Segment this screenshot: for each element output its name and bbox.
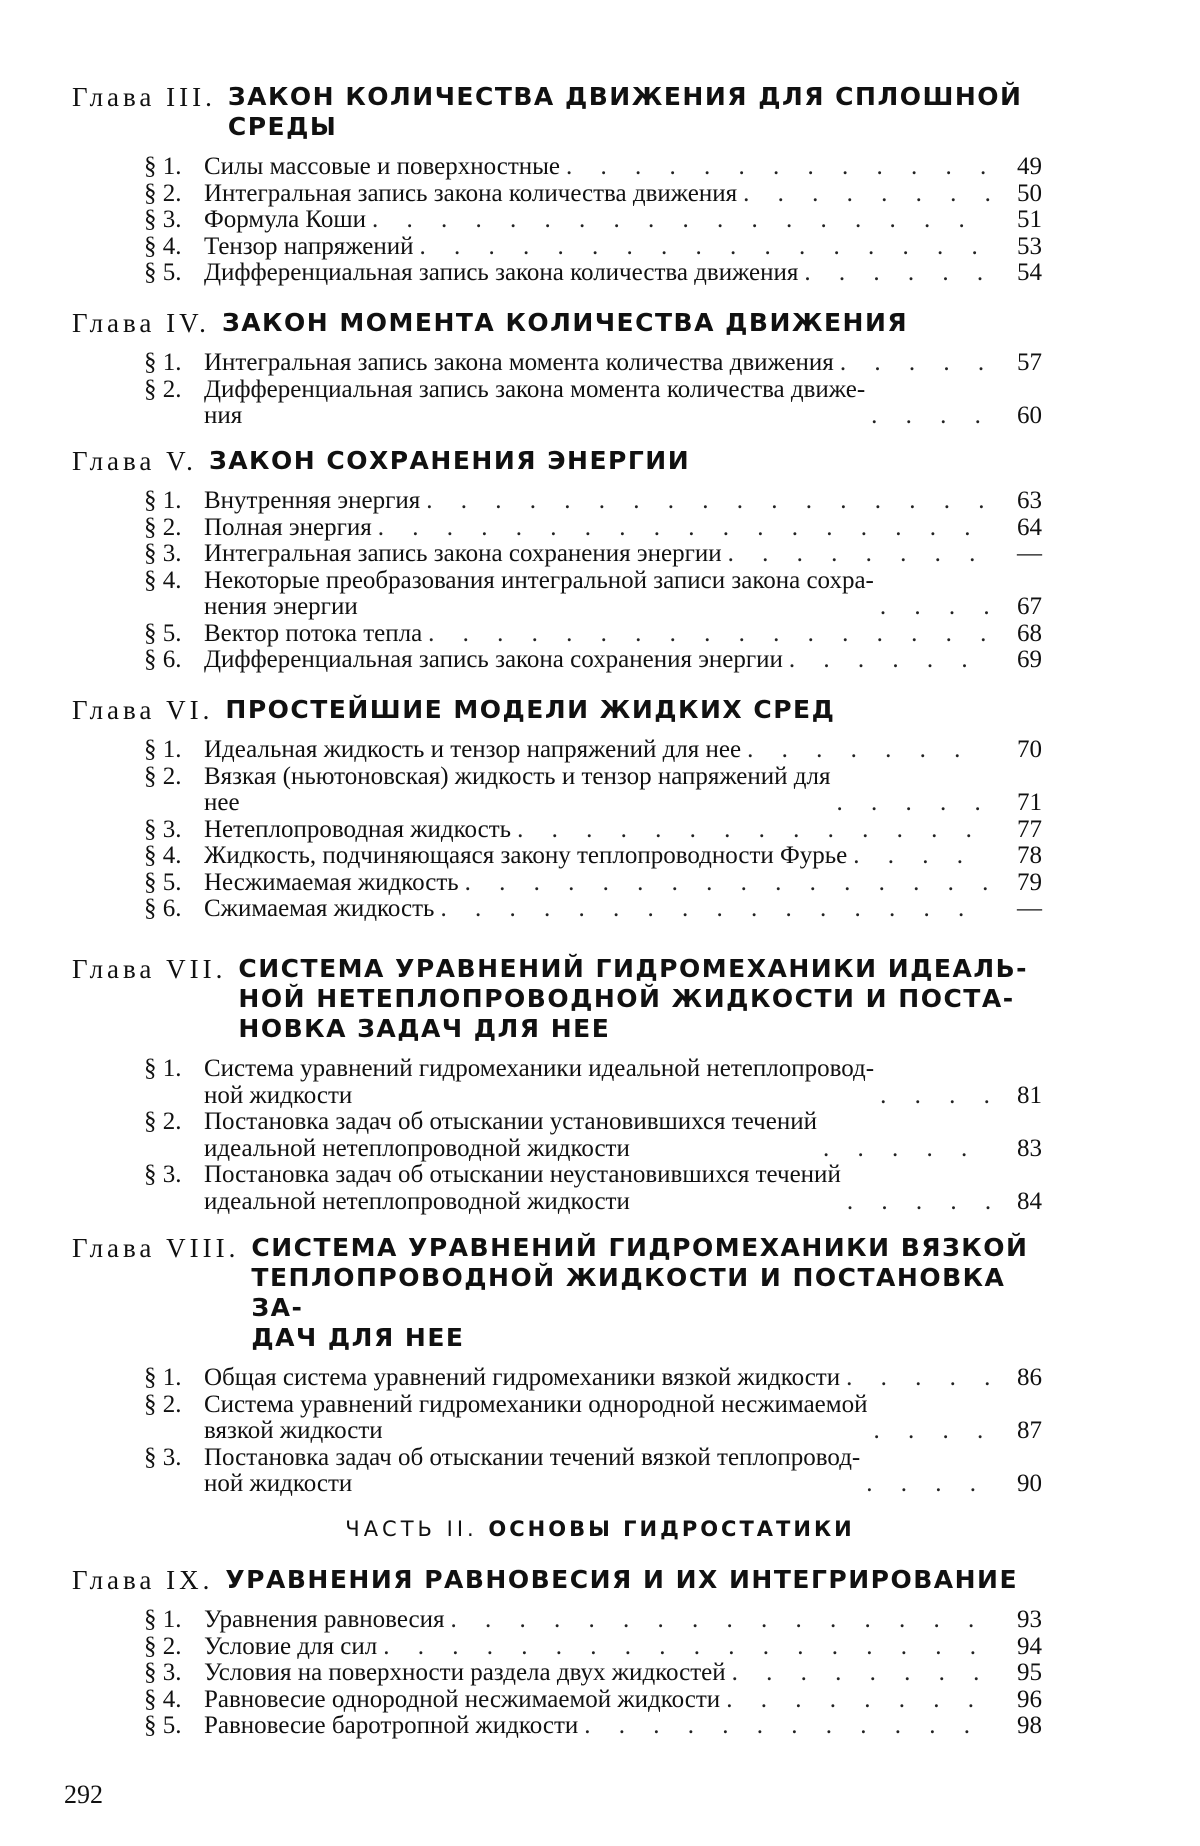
chapter-entries [144,737,1042,923]
section-title: Равновесие однородной несжимаемой жидкости [204,1685,721,1713]
section-number: § 2. [144,375,182,403]
section-title: Силы массовые и поверхностные [204,153,561,180]
section-number: § 4. [144,1685,182,1713]
section-number: § 1. [144,153,182,180]
page-ref: 51 [1017,206,1042,233]
dot-leader [836,790,990,817]
toc-entry[interactable] [144,1392,1042,1445]
chapter-title: СИСТЕМА УРАВНЕНИЙ ГИДРОМЕХАНИКИ ИДЕАЛЬ- НОЙ НЕТЕПЛОПРОВОДНОЙ ЖИДКОСТИ И ПОСТА- НОВКА ЗАДАЧ ДЛЯ НЕЕ [238,954,1029,1043]
dot-leader [726,1687,990,1714]
dot-leader [566,154,990,181]
dot-leader [789,647,990,674]
dot-leader [747,737,990,764]
dot-leader [823,1136,990,1163]
section-title: Интегральная запись закона количества движения [204,179,738,207]
chapter-label: Глава IX. [72,1565,214,1595]
section-number: § 1. [144,349,182,376]
toc-entry[interactable] [144,1660,1042,1687]
chapter-title: ЗАКОН МОМЕНТА КОЛИЧЕСТВА ДВИЖЕНИЯ [221,308,909,337]
section-title: Формула Коши [204,206,366,233]
section-title: Некоторые преобразования интегральной записи закона сохра- нения энергии [204,566,874,620]
section-title: Вектор потока тепла [204,619,423,647]
toc-entry[interactable] [144,1445,1042,1498]
section-title: Система уравнений гидромеханики однородной несжимаемой вязкой жидкости [204,1390,868,1444]
section-title: Постановка задач об отыскании неустановившихся течений идеальной нетеплопроводной жидкости [204,1161,841,1215]
page-ref: 69 [1017,646,1042,673]
part-title: ОСНОВЫ ГИДРОСТАТИКИ [488,1517,855,1541]
section-title: Полная энергия [204,513,372,541]
page-ref: 64 [1017,513,1042,541]
section-title: Равновесие баротропной жидкости [204,1712,579,1739]
section-number: § 1. [144,1055,182,1082]
part-heading [0,1517,1200,1541]
section-title: Вязкая (ньютоновская) жидкость и тензор напряжений для нее [204,762,831,816]
dot-leader [866,1471,990,1498]
section-number: § 6. [144,895,182,922]
section-number: § 4. [144,566,182,594]
chapter-9 [72,1565,1042,1740]
chapter-entries [144,1607,1042,1740]
section-number: § 4. [144,232,182,260]
page-ref: 83 [1017,1134,1042,1162]
chapter-6 [72,695,1042,923]
page-ref: 68 [1017,619,1042,647]
section-number: § 5. [144,1712,182,1739]
section-title: Тензор напряжений [204,232,414,260]
chapter-label: Глава VII. [72,954,227,984]
toc-entry[interactable] [144,1607,1042,1634]
section-number: § 3. [144,815,182,843]
page-ref: 81 [1017,1081,1042,1109]
dot-leader [426,488,990,515]
section-title: Условия на поверхности раздела двух жидкостей [204,1659,726,1686]
section-number: § 2. [144,179,182,207]
dot-leader [804,260,990,287]
section-title: Дифференциальная запись закона сохранения энергии [204,646,783,673]
page-ref: 77 [1017,815,1042,843]
toc-entry[interactable] [144,1634,1042,1661]
toc-entry[interactable] [144,207,1042,234]
page-ref: 94 [1017,1632,1042,1660]
page-ref: 67 [1017,593,1042,620]
page-ref: — [1017,540,1042,567]
section-title: Сжимаемая жидкость [204,895,435,922]
page-ref: 60 [1017,402,1042,429]
toc-entry[interactable] [144,541,1042,568]
toc-entry[interactable] [144,896,1042,923]
section-number: § 1. [144,1606,182,1633]
chapter-5 [72,446,1042,674]
dot-leader [465,870,990,897]
section-number: § 2. [144,1632,182,1660]
chapter-label: Глава IV. [72,308,210,338]
toc-entry[interactable] [144,350,1042,377]
toc-entry[interactable] [144,1713,1042,1740]
part-label: ЧАСТЬ II. [345,1517,478,1541]
section-title: Интегральная запись закона сохранения энергии [204,540,722,567]
chapter-title: СИСТЕМА УРАВНЕНИЙ ГИДРОМЕХАНИКИ ВЯЗКОЙ ТЕПЛОПРОВОДНОЙ ЖИДКОСТИ И ПОСТАНОВКА ЗА- ДАЧ ДЛЯ НЕЕ [251,1233,1029,1352]
chapter-entries [144,350,1042,430]
chapter-3 [72,82,1042,287]
section-number: § 3. [144,1443,182,1471]
toc-entry[interactable] [144,515,1042,542]
dot-leader [880,594,990,621]
section-number: § 2. [144,762,182,790]
toc-entry[interactable] [144,260,1042,287]
section-number: § 1. [144,1364,182,1391]
toc-entry[interactable] [144,764,1042,817]
toc-entry[interactable] [144,1162,1042,1215]
dot-leader [846,1365,990,1392]
page-ref: 53 [1017,232,1042,260]
section-title: Жидкость, подчиняющаяся закону теплопроводности Фурье [204,842,848,869]
section-number: § 5. [144,259,182,286]
chapter-title: УРАВНЕНИЯ РАВНОВЕСИЯ И ИХ ИНТЕГРИРОВАНИЕ [225,1565,1019,1594]
page-ref: 57 [1017,349,1042,376]
dot-leader [840,350,990,377]
section-number: § 3. [144,1161,182,1188]
section-number: § 5. [144,868,182,896]
page-ref: 87 [1017,1417,1042,1444]
section-title: Нетеплопроводная жидкость [204,815,512,843]
section-number: § 1. [144,487,182,514]
dot-leader [440,896,990,923]
toc-entry[interactable] [144,647,1042,674]
toc-entry[interactable] [144,1109,1042,1162]
page-ref: 98 [1017,1712,1042,1739]
page-ref: 84 [1017,1187,1042,1215]
section-title: Идеальная жидкость и тензор напряжений для нее [204,736,742,763]
dot-leader [383,1634,990,1661]
section-title: Постановка задач об отыскании течений вязкой теплопровод- ной жидкости [204,1443,861,1497]
toc-entry[interactable] [144,737,1042,764]
chapter-entries [144,488,1042,674]
section-number: § 2. [144,513,182,541]
dot-leader [378,515,990,542]
section-title: Условие для сил [204,1632,378,1660]
toc-entry[interactable] [144,181,1042,208]
dot-leader [451,1607,990,1634]
page-ref: 90 [1017,1470,1042,1497]
chapter-label: Глава III. [72,82,216,112]
toc-entry[interactable] [144,1687,1042,1714]
chapter-8 [72,1233,1042,1498]
chapter-title: ЗАКОН СОХРАНЕНИЯ ЭНЕРГИИ [208,446,691,475]
dot-leader [372,207,990,234]
page-ref: 49 [1017,153,1042,180]
dot-leader [419,234,990,261]
section-title: Дифференциальная запись закона момента количества движе- ния [204,375,866,429]
section-number: § 4. [144,842,182,869]
chapter-title: ПРОСТЕЙШИЕ МОДЕЛИ ЖИДКИХ СРЕД [225,695,836,724]
page-ref: — [1017,895,1042,922]
section-title: Интегральная запись закона момента количества движения [204,349,834,376]
toc-entry[interactable] [144,234,1042,261]
chapter-label: Глава VI. [72,695,214,725]
toc-entry[interactable] [144,488,1042,515]
page-ref: 78 [1017,842,1042,869]
chapter-entries [144,1365,1042,1498]
dot-leader [873,1418,990,1445]
section-number: § 1. [144,736,182,763]
page-ref: 70 [1017,736,1042,763]
chapter-entries [144,1056,1042,1215]
dot-leader [871,403,990,430]
page-number: 292 [64,1780,103,1809]
page-ref: 50 [1017,179,1042,207]
chapter-7 [72,954,1042,1215]
section-number: § 3. [144,1659,182,1686]
section-title: Несжимаемая жидкость [204,868,459,896]
chapter-label: Глава VIII. [72,1233,240,1263]
dot-leader [428,621,990,648]
dot-leader [728,541,990,568]
page-ref: 86 [1017,1364,1042,1391]
page-ref: 79 [1017,868,1042,896]
section-title: Внутренняя энергия [204,487,421,514]
dot-leader [584,1713,990,1740]
page-ref: 71 [1017,789,1042,816]
chapter-title: ЗАКОН КОЛИЧЕСТВА ДВИЖЕНИЯ ДЛЯ СПЛОШНОЙ СРЕДЫ [227,82,1023,141]
section-number: § 6. [144,646,182,673]
dot-leader [880,1083,990,1110]
section-number: § 2. [144,1390,182,1418]
page-ref: 54 [1017,259,1042,286]
section-number: § 5. [144,619,182,647]
dot-leader [732,1660,990,1687]
toc-entry[interactable] [144,870,1042,897]
section-number: § 2. [144,1108,182,1135]
section-number: § 3. [144,540,182,567]
page-ref: 96 [1017,1685,1042,1713]
section-title: Дифференциальная запись закона количества движения [204,259,799,286]
dot-leader [847,1189,990,1216]
chapter-4 [72,308,1042,430]
section-title: Постановка задач об отыскании установившихся течений идеальной нетеплопроводной жидкости [204,1108,817,1162]
toc-entry[interactable] [144,568,1042,621]
dot-leader [517,817,990,844]
toc-entry[interactable] [144,1365,1042,1392]
section-title: Система уравнений гидромеханики идеальной нетеплопровод- ной жидкости [204,1055,875,1109]
section-title: Общая система уравнений гидромеханики вязкой жидкости [204,1364,841,1391]
section-number: § 3. [144,206,182,233]
dot-leader [853,843,990,870]
chapter-label: Глава V. [72,446,197,476]
toc-entry[interactable] [144,621,1042,648]
section-title: Уравнения равновесия [204,1606,445,1633]
dot-leader [743,181,990,208]
toc-entry[interactable] [144,817,1042,844]
page-ref: 63 [1017,487,1042,514]
page-ref: 93 [1017,1606,1042,1633]
toc-entry[interactable] [144,1056,1042,1109]
chapter-entries [144,154,1042,287]
page-ref: 95 [1017,1659,1042,1686]
toc-entry[interactable] [144,843,1042,870]
toc-entry[interactable] [144,154,1042,181]
toc-entry[interactable] [144,377,1042,430]
